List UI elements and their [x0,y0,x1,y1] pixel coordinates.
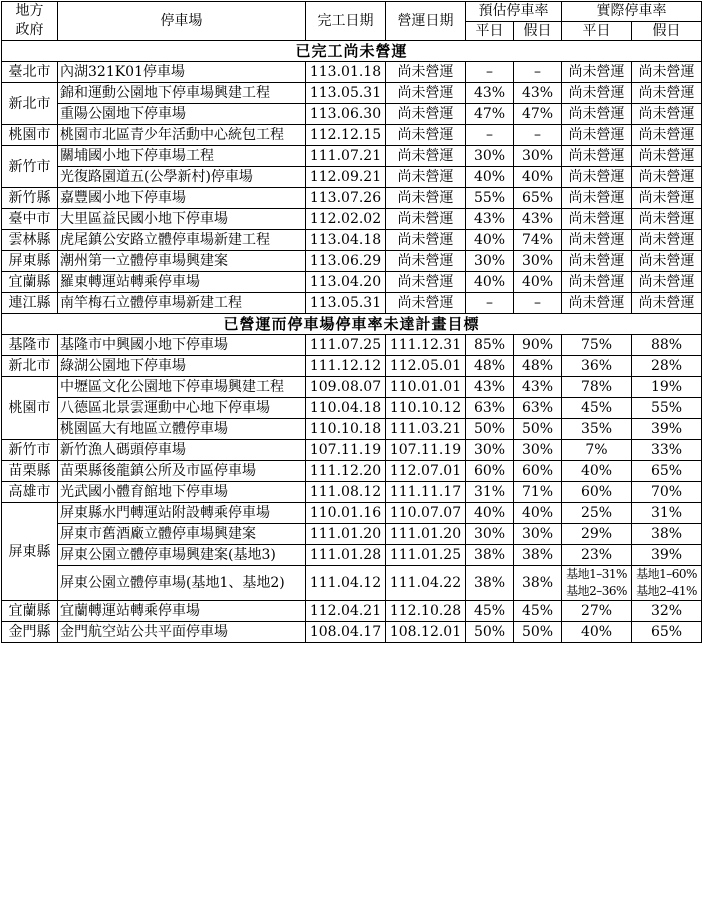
table-row [2,356,702,377]
table-row [2,272,702,293]
cell-est-holiday: 47% [514,104,562,125]
cell-ops-date: 尚未營運 [386,125,466,146]
cell-ops-date: 110.07.07 [386,503,466,524]
cell-act-holiday: 65% [632,461,702,482]
cell-est-holiday: 63% [514,398,562,419]
table-row [2,482,702,503]
section-title-row [2,41,702,62]
table-row [2,503,702,524]
cell-est-weekday: 50% [466,419,514,440]
cell-done-date: 110.04.18 [306,398,386,419]
cell-est-weekday: 38% [466,545,514,566]
cell-est-weekday: 47% [466,104,514,125]
cell-act-weekday: 尚未營運 [562,188,632,209]
cell-ops-date: 尚未營運 [386,104,466,125]
cell-done-date: 111.08.12 [306,482,386,503]
cell-est-weekday: 31% [466,482,514,503]
cell-act-holiday: 19% [632,377,702,398]
cell-ops-date: 尚未營運 [386,293,466,314]
cell-est-weekday: – [466,125,514,146]
cell-act-holiday: 65% [632,622,702,643]
cell-act-weekday: 尚未營運 [562,293,632,314]
table-row [2,335,702,356]
header-gov: 地方 政府 [2,2,58,41]
cell-act-holiday: 88% [632,335,702,356]
cell-parking-name: 新竹漁人碼頭停車場 [58,440,306,461]
cell-act-holiday: 尚未營運 [632,293,702,314]
cell-act-weekday: 7% [562,440,632,461]
cell-act-weekday: 60% [562,482,632,503]
header-act-weekday: 平日 [562,21,632,41]
cell-est-holiday: – [514,125,562,146]
cell-act-holiday: 70% [632,482,702,503]
cell-gov: 雲林縣 [2,230,58,251]
cell-act-holiday: 尚未營運 [632,83,702,104]
table-row [2,440,702,461]
header-actual-rate: 實際停車率 [562,2,702,22]
cell-est-weekday: 60% [466,461,514,482]
cell-act-weekday: 45% [562,398,632,419]
cell-act-weekday: 尚未營運 [562,209,632,230]
cell-est-weekday: 40% [466,230,514,251]
cell-done-date: 111.01.20 [306,524,386,545]
cell-ops-date: 尚未營運 [386,146,466,167]
cell-est-holiday: 38% [514,545,562,566]
cell-act-weekday: 基地1–31% 基地2–36% [562,566,632,601]
table-row [2,230,702,251]
table-row [2,398,702,419]
cell-est-holiday: 30% [514,251,562,272]
cell-ops-date: 110.10.12 [386,398,466,419]
cell-act-weekday: 尚未營運 [562,146,632,167]
cell-act-holiday: 尚未營運 [632,251,702,272]
parking-table [1,1,702,643]
cell-act-holiday: 55% [632,398,702,419]
cell-est-holiday: 40% [514,503,562,524]
table-row [2,419,702,440]
cell-act-holiday: 尚未營運 [632,125,702,146]
cell-done-date: 113.05.31 [306,83,386,104]
cell-est-holiday: 38% [514,566,562,601]
cell-done-date: 113.04.20 [306,272,386,293]
cell-act-holiday: 尚未營運 [632,104,702,125]
table-row [2,83,702,104]
cell-est-weekday: 48% [466,356,514,377]
cell-parking-name: 羅東轉運站轉乘停車場 [58,272,306,293]
cell-done-date: 111.04.12 [306,566,386,601]
cell-parking-name: 金門航空站公共平面停車場 [58,622,306,643]
cell-est-weekday: 30% [466,524,514,545]
cell-parking-name: 南竿梅石立體停車場新建工程 [58,293,306,314]
cell-ops-date: 尚未營運 [386,83,466,104]
cell-gov: 金門縣 [2,622,58,643]
cell-gov: 新竹縣 [2,188,58,209]
table-row [2,209,702,230]
cell-act-weekday: 尚未營運 [562,125,632,146]
cell-gov: 屏東縣 [2,503,58,601]
cell-parking-name: 嘉豐國小地下停車場 [58,188,306,209]
cell-done-date: 112.12.15 [306,125,386,146]
cell-est-holiday: 43% [514,209,562,230]
cell-est-holiday: 40% [514,167,562,188]
cell-done-date: 113.06.30 [306,104,386,125]
cell-est-weekday: 43% [466,377,514,398]
cell-est-weekday: 55% [466,188,514,209]
cell-gov: 基隆市 [2,335,58,356]
cell-ops-date: 111.12.31 [386,335,466,356]
cell-gov: 高雄市 [2,482,58,503]
cell-act-holiday: 39% [632,419,702,440]
cell-parking-name: 光復路園道五(公學新村)停車場 [58,167,306,188]
header-est-weekday: 平日 [466,21,514,41]
cell-est-weekday: 63% [466,398,514,419]
cell-done-date: 107.11.19 [306,440,386,461]
cell-est-holiday: 43% [514,83,562,104]
cell-ops-date: 尚未營運 [386,209,466,230]
cell-ops-date: 尚未營運 [386,251,466,272]
table-row [2,461,702,482]
cell-parking-name: 屏東公園立體停車場興建案(基地3) [58,545,306,566]
cell-act-holiday: 尚未營運 [632,167,702,188]
header-ops-date: 營運日期 [386,2,466,41]
cell-parking-name: 重陽公園地下停車場 [58,104,306,125]
table-row [2,146,702,167]
cell-est-holiday: 45% [514,601,562,622]
table-row [2,524,702,545]
cell-gov: 臺北市 [2,62,58,83]
cell-parking-name: 錦和運動公園地下停車場興建工程 [58,83,306,104]
cell-ops-date: 107.11.19 [386,440,466,461]
cell-est-holiday: 71% [514,482,562,503]
cell-ops-date: 112.07.01 [386,461,466,482]
cell-done-date: 111.01.28 [306,545,386,566]
header-estimated-rate: 預估停車率 [466,2,562,22]
cell-gov: 臺中市 [2,209,58,230]
cell-est-weekday: 30% [466,251,514,272]
cell-est-weekday: 50% [466,622,514,643]
cell-done-date: 113.05.31 [306,293,386,314]
cell-parking-name: 光武國小體育館地下停車場 [58,482,306,503]
cell-est-holiday: 43% [514,377,562,398]
cell-act-holiday: 尚未營運 [632,209,702,230]
cell-act-holiday: 尚未營運 [632,62,702,83]
cell-est-weekday: – [466,62,514,83]
cell-act-holiday: 31% [632,503,702,524]
table-row [2,377,702,398]
cell-parking-name: 關埔國小地下停車場工程 [58,146,306,167]
cell-parking-name: 桃園區大有地區立體停車場 [58,419,306,440]
table-row [2,125,702,146]
cell-act-weekday: 36% [562,356,632,377]
cell-est-holiday: 50% [514,622,562,643]
cell-est-holiday: 30% [514,440,562,461]
cell-done-date: 113.04.18 [306,230,386,251]
cell-est-holiday: 40% [514,272,562,293]
cell-act-weekday: 40% [562,461,632,482]
cell-gov: 桃園市 [2,377,58,440]
section-title: 已營運而停車場停車率未達計畫目標 [2,314,702,335]
header-parking: 停車場 [58,2,306,41]
section-title: 已完工尚未營運 [2,41,702,62]
cell-parking-name: 桃園市北區青少年活動中心統包工程 [58,125,306,146]
cell-est-weekday: 43% [466,83,514,104]
table-row [2,251,702,272]
cell-ops-date: 108.12.01 [386,622,466,643]
table-row [2,545,702,566]
cell-done-date: 112.02.02 [306,209,386,230]
header-act-holiday: 假日 [632,21,702,41]
cell-parking-name: 虎尾鎮公安路立體停車場新建工程 [58,230,306,251]
cell-act-weekday: 23% [562,545,632,566]
cell-parking-name: 屏東市舊酒廠立體停車場興建案 [58,524,306,545]
cell-est-weekday: 45% [466,601,514,622]
cell-est-holiday: – [514,62,562,83]
cell-gov: 新竹市 [2,146,58,188]
cell-est-weekday: 40% [466,167,514,188]
header-done-date: 完工日期 [306,2,386,41]
cell-done-date: 113.07.26 [306,188,386,209]
cell-ops-date: 111.04.22 [386,566,466,601]
header-est-holiday: 假日 [514,21,562,41]
cell-est-holiday: 60% [514,461,562,482]
cell-est-holiday: 48% [514,356,562,377]
cell-parking-name: 屏東縣水門轉運站附設轉乘停車場 [58,503,306,524]
table-row [2,104,702,125]
cell-gov: 連江縣 [2,293,58,314]
cell-parking-name: 苗栗縣後龍鎮公所及市區停車場 [58,461,306,482]
cell-ops-date: 111.01.20 [386,524,466,545]
cell-est-weekday: 85% [466,335,514,356]
cell-gov: 屏東縣 [2,251,58,272]
cell-est-weekday: 43% [466,209,514,230]
cell-parking-name: 綠湖公園地下停車場 [58,356,306,377]
cell-parking-name: 中壢區文化公園地下停車場興建工程 [58,377,306,398]
cell-act-holiday: 尚未營運 [632,146,702,167]
cell-gov: 新北市 [2,356,58,377]
cell-act-holiday: 基地1–60% 基地2–41% [632,566,702,601]
cell-ops-date: 尚未營運 [386,167,466,188]
cell-act-weekday: 尚未營運 [562,62,632,83]
cell-act-weekday: 尚未營運 [562,272,632,293]
cell-est-weekday: 40% [466,503,514,524]
cell-ops-date: 110.01.01 [386,377,466,398]
cell-done-date: 109.08.07 [306,377,386,398]
cell-parking-name: 屏東公園立體停車場(基地1、基地2) [58,566,306,601]
cell-ops-date: 尚未營運 [386,230,466,251]
cell-ops-date: 111.11.17 [386,482,466,503]
cell-parking-name: 內湖321K01停車場 [58,62,306,83]
cell-done-date: 110.10.18 [306,419,386,440]
cell-gov: 新北市 [2,83,58,125]
cell-act-holiday: 38% [632,524,702,545]
cell-act-weekday: 75% [562,335,632,356]
cell-done-date: 113.01.18 [306,62,386,83]
cell-act-holiday: 尚未營運 [632,272,702,293]
cell-done-date: 111.07.25 [306,335,386,356]
cell-est-weekday: 38% [466,566,514,601]
cell-parking-name: 宜蘭轉運站轉乘停車場 [58,601,306,622]
table-row [2,601,702,622]
cell-act-holiday: 尚未營運 [632,188,702,209]
cell-act-weekday: 78% [562,377,632,398]
cell-ops-date: 尚未營運 [386,272,466,293]
cell-est-holiday: – [514,293,562,314]
cell-done-date: 111.07.21 [306,146,386,167]
cell-ops-date: 111.03.21 [386,419,466,440]
cell-act-weekday: 35% [562,419,632,440]
cell-act-holiday: 39% [632,545,702,566]
cell-done-date: 111.12.12 [306,356,386,377]
cell-est-holiday: 65% [514,188,562,209]
cell-ops-date: 尚未營運 [386,62,466,83]
cell-est-weekday: – [466,293,514,314]
cell-act-weekday: 29% [562,524,632,545]
cell-gov: 宜蘭縣 [2,272,58,293]
cell-done-date: 113.06.29 [306,251,386,272]
cell-est-weekday: 30% [466,440,514,461]
cell-gov: 新竹市 [2,440,58,461]
table-row [2,293,702,314]
cell-act-holiday: 32% [632,601,702,622]
section-title-row [2,314,702,335]
header-row-top [2,2,702,22]
cell-gov: 宜蘭縣 [2,601,58,622]
cell-done-date: 111.12.20 [306,461,386,482]
cell-parking-name: 大里區益民國小地下停車場 [58,209,306,230]
cell-act-weekday: 27% [562,601,632,622]
table-row [2,62,702,83]
cell-done-date: 112.04.21 [306,601,386,622]
cell-ops-date: 112.10.28 [386,601,466,622]
cell-act-weekday: 25% [562,503,632,524]
cell-parking-name: 基隆市中興國小地下停車場 [58,335,306,356]
cell-est-holiday: 30% [514,146,562,167]
cell-est-weekday: 40% [466,272,514,293]
cell-act-holiday: 尚未營運 [632,230,702,251]
cell-est-holiday: 30% [514,524,562,545]
cell-act-weekday: 尚未營運 [562,167,632,188]
cell-done-date: 112.09.21 [306,167,386,188]
cell-ops-date: 111.01.25 [386,545,466,566]
cell-done-date: 110.01.16 [306,503,386,524]
cell-act-weekday: 尚未營運 [562,104,632,125]
cell-act-holiday: 28% [632,356,702,377]
cell-ops-date: 尚未營運 [386,188,466,209]
cell-act-weekday: 尚未營運 [562,230,632,251]
table-row [2,566,702,601]
table-row [2,167,702,188]
table-row [2,188,702,209]
cell-gov: 苗栗縣 [2,461,58,482]
cell-act-weekday: 尚未營運 [562,251,632,272]
cell-done-date: 108.04.17 [306,622,386,643]
cell-est-holiday: 50% [514,419,562,440]
cell-est-holiday: 90% [514,335,562,356]
cell-parking-name: 潮州第一立體停車場興建案 [58,251,306,272]
cell-est-holiday: 74% [514,230,562,251]
cell-gov: 桃園市 [2,125,58,146]
cell-ops-date: 112.05.01 [386,356,466,377]
cell-est-weekday: 30% [466,146,514,167]
cell-act-weekday: 尚未營運 [562,83,632,104]
table-row [2,622,702,643]
cell-act-weekday: 40% [562,622,632,643]
cell-parking-name: 八德區北景雲運動中心地下停車場 [58,398,306,419]
cell-act-holiday: 33% [632,440,702,461]
